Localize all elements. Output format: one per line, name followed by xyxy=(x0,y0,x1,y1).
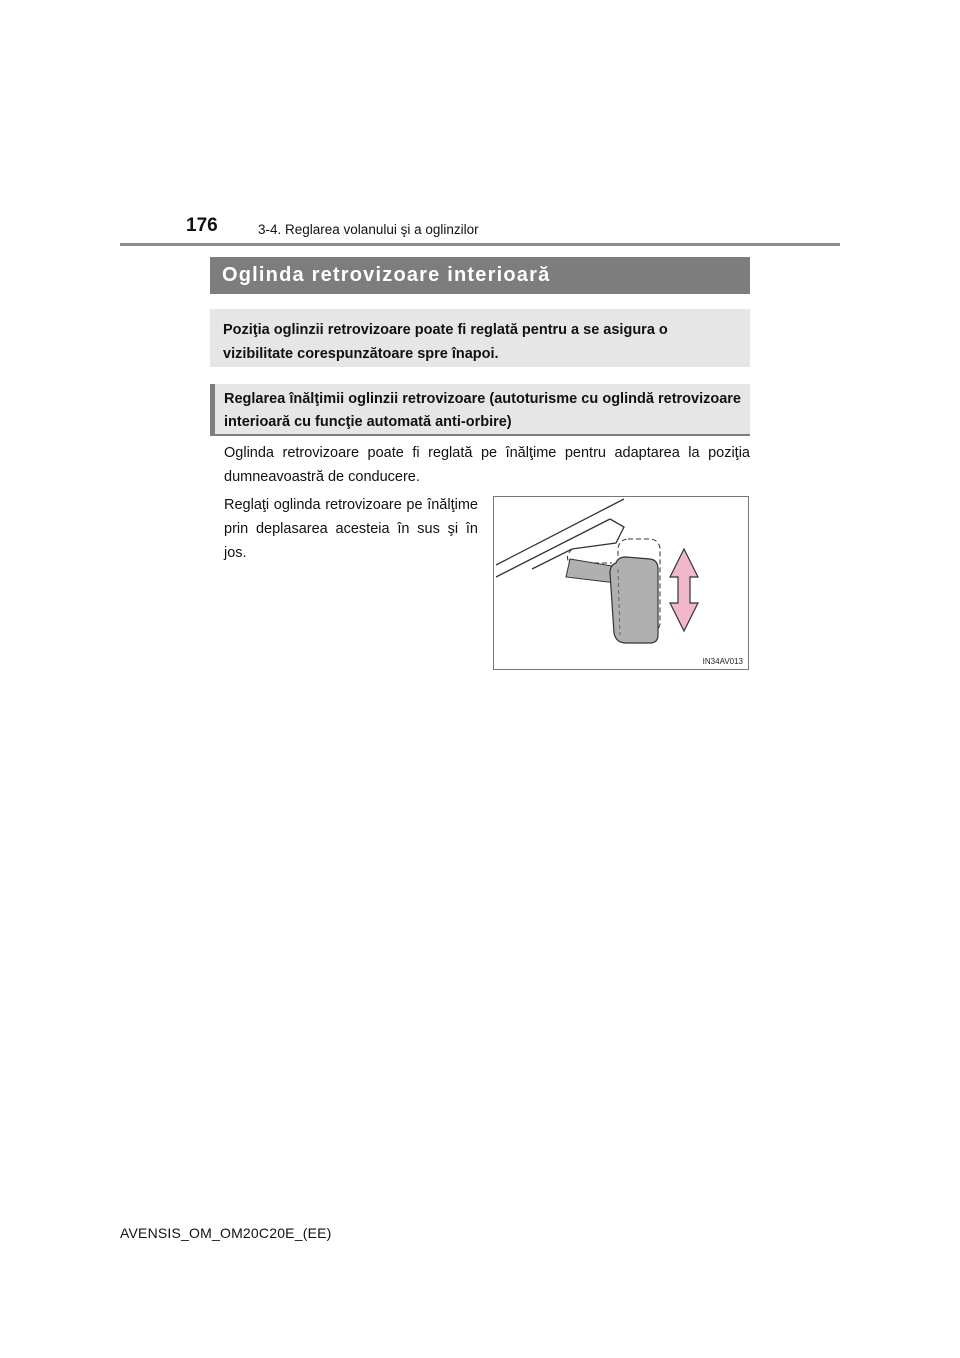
intro-box xyxy=(210,309,750,367)
header-divider xyxy=(120,243,840,246)
mirror-diagram xyxy=(494,497,748,669)
subsection-heading-text: Reglarea înălţimii oglinzii retrovizoare (autoturisme cu oglindă retrovizoare interioară cu funcţie automată anti-orbire) xyxy=(224,391,741,430)
up-down-arrow-icon xyxy=(670,549,698,631)
chapter-header: 3-4. Reglarea volanului şi a oglinzilor xyxy=(258,222,479,237)
subsection-heading xyxy=(210,384,750,436)
mirror-illustration xyxy=(493,496,749,670)
body-paragraph-1: Oglinda retrovizoare poate fi reglată pe înălţime pentru adaptarea la poziţia dumneavoastră de conducere. xyxy=(224,445,750,485)
section-title-text: Oglinda retrovizoare interioară xyxy=(222,264,551,286)
section-title xyxy=(210,257,750,294)
mirror-body xyxy=(610,557,658,643)
figure-code: IN34AV013 xyxy=(702,657,743,666)
page-number: 176 xyxy=(186,215,218,236)
intro-text: Poziţia oglinzii retrovizoare poate fi reglată pentru a se asigura o vizibilitate corespunzătoare spre înapoi. xyxy=(223,322,668,362)
body-paragraph-2: Reglaţi oglinda retrovizoare pe înălţime prin deplasarea acesteia în sus şi în jos. xyxy=(224,497,478,561)
footer-document-id: AVENSIS_OM_OM20C20E_(EE) xyxy=(120,1225,332,1241)
